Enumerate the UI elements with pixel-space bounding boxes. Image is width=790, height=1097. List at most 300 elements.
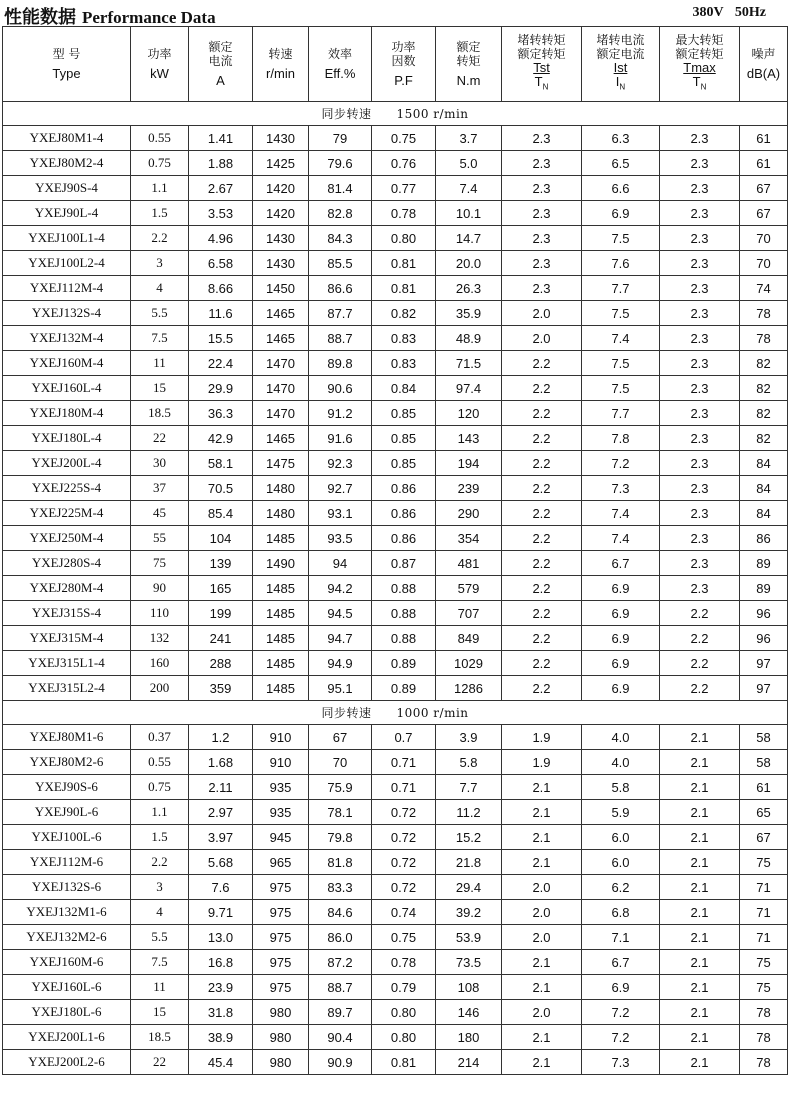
table-cell: 0.78: [372, 201, 436, 226]
table-cell: 7.4: [436, 176, 502, 201]
table-cell: 935: [253, 800, 309, 825]
table-cell: YXEJ315S-4: [3, 601, 131, 626]
table-cell: 2.2: [131, 226, 189, 251]
section-label: 同步转速 1000 r/min: [3, 701, 788, 725]
column-header-zh: 噪声: [751, 47, 776, 61]
column-header-zh: 型 号: [52, 47, 81, 61]
table-cell: 22.4: [189, 351, 253, 376]
table-cell: 579: [436, 576, 502, 601]
table-cell: YXEJ160L-6: [3, 975, 131, 1000]
table-cell: 4: [131, 900, 189, 925]
table-cell: 1485: [253, 576, 309, 601]
table-cell: 15.5: [189, 326, 253, 351]
table-cell: 67: [740, 176, 788, 201]
table-cell: 2.0: [502, 301, 582, 326]
table-cell: 3: [131, 251, 189, 276]
table-cell: 2.1: [660, 1025, 740, 1050]
table-cell: 11: [131, 975, 189, 1000]
table-cell: YXEJ132S-4: [3, 301, 131, 326]
table-cell: 0.81: [372, 276, 436, 301]
table-body: [3, 102, 788, 1075]
table-cell: 6.2: [582, 875, 660, 900]
table-cell: 2.3: [660, 276, 740, 301]
table-cell: 2.2: [502, 351, 582, 376]
column-header-unit: A: [216, 73, 225, 88]
table-cell: 89.8: [309, 351, 372, 376]
table-cell: 1475: [253, 451, 309, 476]
table-cell: 0.7: [372, 725, 436, 750]
table-cell: YXEJ100L2-4: [3, 251, 131, 276]
table-cell: 288: [189, 651, 253, 676]
table-cell: 975: [253, 975, 309, 1000]
table-cell: YXEJ160M-4: [3, 351, 131, 376]
table-cell: 194: [436, 451, 502, 476]
table-cell: YXEJ100L-6: [3, 825, 131, 850]
table-cell: 2.2: [660, 676, 740, 701]
table-cell: 2.1: [660, 975, 740, 1000]
table-cell: 1.1: [131, 176, 189, 201]
table-cell: 78: [740, 1025, 788, 1050]
table-cell: 2.2: [502, 401, 582, 426]
table-row: [3, 151, 788, 176]
table-cell: YXEJ80M1-4: [3, 126, 131, 151]
table-row: [3, 1000, 788, 1025]
table-cell: 30: [131, 451, 189, 476]
table-cell: 58.1: [189, 451, 253, 476]
table-cell: 6.0: [582, 850, 660, 875]
table-cell: 82: [740, 351, 788, 376]
table-cell: 11.6: [189, 301, 253, 326]
table-cell: 97.4: [436, 376, 502, 401]
table-row: [3, 476, 788, 501]
table-cell: 92.7: [309, 476, 372, 501]
table-cell: 85.5: [309, 251, 372, 276]
table-cell: YXEJ132M2-6: [3, 925, 131, 950]
table-cell: 146: [436, 1000, 502, 1025]
table-cell: 239: [436, 476, 502, 501]
table-cell: 2.3: [660, 176, 740, 201]
table-cell: 78: [740, 1000, 788, 1025]
column-header: [660, 27, 740, 102]
table-cell: 2.1: [502, 825, 582, 850]
table-cell: 2.1: [660, 850, 740, 875]
table-cell: 7.6: [189, 875, 253, 900]
table-row: [3, 725, 788, 750]
table-cell: 36.3: [189, 401, 253, 426]
table-cell: 79: [309, 126, 372, 151]
table-cell: 2.1: [502, 1050, 582, 1075]
table-cell: YXEJ180L-6: [3, 1000, 131, 1025]
table-row: [3, 551, 788, 576]
table-cell: 2.1: [660, 725, 740, 750]
table-cell: YXEJ180M-4: [3, 401, 131, 426]
section-header-row: [3, 701, 788, 725]
table-cell: 2.2: [502, 601, 582, 626]
table-cell: 82: [740, 426, 788, 451]
table-cell: YXEJ112M-6: [3, 850, 131, 875]
table-cell: 290: [436, 501, 502, 526]
table-cell: YXEJ180L-4: [3, 426, 131, 451]
table-row: [3, 276, 788, 301]
column-header: [309, 27, 372, 102]
table-cell: 1485: [253, 526, 309, 551]
table-cell: 1470: [253, 401, 309, 426]
table-cell: 1425: [253, 151, 309, 176]
table-cell: 108: [436, 975, 502, 1000]
section-label: 同步转速 1500 r/min: [3, 102, 788, 126]
table-cell: 143: [436, 426, 502, 451]
table-cell: 1.68: [189, 750, 253, 775]
table-cell: 75: [740, 950, 788, 975]
table-cell: 849: [436, 626, 502, 651]
ratio-denominator: [582, 75, 659, 95]
table-cell: 16.8: [189, 950, 253, 975]
ratio-denominator-subscript: N: [619, 82, 626, 92]
table-cell: YXEJ280S-4: [3, 551, 131, 576]
table-cell: 6.9: [582, 576, 660, 601]
table-cell: 6.0: [582, 825, 660, 850]
table-cell: 22: [131, 1050, 189, 1075]
column-header: [436, 27, 502, 102]
table-cell: 7.5: [131, 326, 189, 351]
table-cell: 0.83: [372, 351, 436, 376]
table-cell: 6.9: [582, 626, 660, 651]
ratio-numerator: Tst: [533, 60, 550, 76]
table-cell: 1029: [436, 651, 502, 676]
table-cell: 1470: [253, 376, 309, 401]
table-cell: 2.1: [660, 875, 740, 900]
table-cell: 2.3: [660, 201, 740, 226]
table-cell: 0.75: [131, 775, 189, 800]
table-cell: 78.1: [309, 800, 372, 825]
table-cell: 93.5: [309, 526, 372, 551]
table-cell: 980: [253, 1025, 309, 1050]
table-cell: 85.4: [189, 501, 253, 526]
table-cell: 84: [740, 476, 788, 501]
table-row: [3, 925, 788, 950]
table-cell: 0.83: [372, 326, 436, 351]
table-cell: 94.9: [309, 651, 372, 676]
table-cell: 45.4: [189, 1050, 253, 1075]
table-row: [3, 850, 788, 875]
column-header: [131, 27, 189, 102]
table-cell: 1430: [253, 251, 309, 276]
table-cell: 90.6: [309, 376, 372, 401]
table-cell: 94.7: [309, 626, 372, 651]
table-cell: 110: [131, 601, 189, 626]
column-header-zh: 功率: [147, 47, 172, 61]
table-cell: 2.3: [660, 251, 740, 276]
table-cell: 2.67: [189, 176, 253, 201]
table-cell: 71: [740, 925, 788, 950]
table-cell: 2.2: [502, 576, 582, 601]
table-cell: 84: [740, 501, 788, 526]
table-cell: 2.0: [502, 875, 582, 900]
table-cell: 975: [253, 875, 309, 900]
table-cell: 0.71: [372, 775, 436, 800]
table-row: [3, 426, 788, 451]
table-cell: 92.3: [309, 451, 372, 476]
table-cell: 1470: [253, 351, 309, 376]
table-cell: 1.5: [131, 201, 189, 226]
table-cell: 11: [131, 351, 189, 376]
table-cell: 7.5: [582, 351, 660, 376]
table-cell: 139: [189, 551, 253, 576]
table-cell: 1485: [253, 676, 309, 701]
table-row: [3, 576, 788, 601]
column-header-zh: 效率: [327, 47, 352, 61]
table-cell: 7.4: [582, 526, 660, 551]
table-cell: 3.7: [436, 126, 502, 151]
table-cell: 61: [740, 151, 788, 176]
table-cell: 65: [740, 800, 788, 825]
table-cell: 0.86: [372, 476, 436, 501]
table-cell: 37: [131, 476, 189, 501]
table-cell: YXEJ225S-4: [3, 476, 131, 501]
table-cell: 26.3: [436, 276, 502, 301]
table-cell: 97: [740, 676, 788, 701]
table-cell: 7.7: [582, 276, 660, 301]
table-cell: 90: [131, 576, 189, 601]
table-cell: 1450: [253, 276, 309, 301]
table-cell: 0.81: [372, 251, 436, 276]
table-cell: 2.3: [660, 401, 740, 426]
table-cell: 975: [253, 950, 309, 975]
ratio-denominator-subscript: N: [542, 82, 549, 92]
table-cell: 2.2: [502, 501, 582, 526]
page-header: [4, 2, 786, 26]
table-cell: 7.7: [582, 401, 660, 426]
table-cell: 2.1: [660, 925, 740, 950]
table-cell: 2.3: [660, 526, 740, 551]
column-header-unit: r/min: [266, 66, 295, 81]
table-cell: 10.1: [436, 201, 502, 226]
table-cell: 0.88: [372, 601, 436, 626]
table-cell: YXEJ315L2-4: [3, 676, 131, 701]
table-row: [3, 750, 788, 775]
table-cell: YXEJ225M-4: [3, 501, 131, 526]
table-cell: 78: [740, 1050, 788, 1075]
table-cell: 0.82: [372, 301, 436, 326]
column-header-unit: dB(A): [746, 66, 781, 81]
table-cell: 2.1: [502, 975, 582, 1000]
table-cell: 75.9: [309, 775, 372, 800]
table-cell: 97: [740, 651, 788, 676]
table-cell: 94.5: [309, 601, 372, 626]
table-cell: 2.3: [660, 576, 740, 601]
column-header-unit: P.F: [394, 73, 413, 88]
table-cell: YXEJ80M2-4: [3, 151, 131, 176]
table-cell: 1.1: [131, 800, 189, 825]
table-cell: 6.9: [582, 975, 660, 1000]
table-cell: 96: [740, 626, 788, 651]
table-cell: 3.53: [189, 201, 253, 226]
table-cell: 75: [740, 850, 788, 875]
table-header-row: [3, 27, 788, 102]
table-row: [3, 601, 788, 626]
table-cell: 78: [740, 326, 788, 351]
table-cell: 89.7: [309, 1000, 372, 1025]
table-row: [3, 226, 788, 251]
table-cell: 3.97: [189, 825, 253, 850]
table-cell: 21.8: [436, 850, 502, 875]
table-cell: 2.0: [502, 326, 582, 351]
table-cell: 2.1: [502, 1025, 582, 1050]
table-cell: 11.2: [436, 800, 502, 825]
table-row: [3, 301, 788, 326]
table-cell: 6.7: [582, 551, 660, 576]
table-row: [3, 900, 788, 925]
table-cell: 1465: [253, 326, 309, 351]
table-cell: 707: [436, 601, 502, 626]
table-cell: 2.2: [660, 601, 740, 626]
table-cell: 214: [436, 1050, 502, 1075]
performance-table: [2, 26, 788, 1075]
table-cell: 2.1: [660, 800, 740, 825]
table-cell: 0.89: [372, 676, 436, 701]
column-header: [582, 27, 660, 102]
table-cell: 2.0: [502, 925, 582, 950]
table-cell: 6.9: [582, 676, 660, 701]
table-cell: 29.9: [189, 376, 253, 401]
table-cell: 71.5: [436, 351, 502, 376]
table-cell: 2.0: [502, 1000, 582, 1025]
table-cell: 910: [253, 750, 309, 775]
ratio-denominator-subscript: N: [700, 82, 707, 92]
table-cell: 0.37: [131, 725, 189, 750]
table-cell: 90.4: [309, 1025, 372, 1050]
table-cell: 15: [131, 1000, 189, 1025]
column-header: [189, 27, 253, 102]
table-cell: YXEJ160L-4: [3, 376, 131, 401]
table-cell: YXEJ90S-4: [3, 176, 131, 201]
column-header: [372, 27, 436, 102]
table-cell: 199: [189, 601, 253, 626]
table-cell: 15.2: [436, 825, 502, 850]
table-cell: 6.5: [582, 151, 660, 176]
column-header: [740, 27, 788, 102]
table-cell: 2.2: [502, 451, 582, 476]
table-cell: 0.79: [372, 975, 436, 1000]
table-cell: 935: [253, 775, 309, 800]
table-row: [3, 251, 788, 276]
ratio-denominator-symbol: T: [692, 74, 701, 90]
table-cell: 481: [436, 551, 502, 576]
table-cell: 975: [253, 925, 309, 950]
table-cell: 1465: [253, 426, 309, 451]
table-cell: YXEJ132M-4: [3, 326, 131, 351]
table-cell: 3: [131, 875, 189, 900]
table-cell: 67: [740, 201, 788, 226]
table-cell: YXEJ100L1-4: [3, 226, 131, 251]
table-cell: 67: [309, 725, 372, 750]
table-cell: 2.3: [502, 251, 582, 276]
table-cell: 71: [740, 900, 788, 925]
table-cell: 18.5: [131, 1025, 189, 1050]
frequency-label: 50Hz: [734, 5, 766, 20]
table-cell: 2.1: [660, 775, 740, 800]
table-cell: 7.4: [582, 326, 660, 351]
table-cell: 0.85: [372, 401, 436, 426]
table-cell: 7.5: [131, 950, 189, 975]
table-cell: 2.2: [660, 651, 740, 676]
table-cell: 6.8: [582, 900, 660, 925]
table-cell: 7.8: [582, 426, 660, 451]
table-cell: 1480: [253, 501, 309, 526]
table-cell: 7.1: [582, 925, 660, 950]
table-cell: 89: [740, 551, 788, 576]
column-header-unit: Type: [52, 66, 81, 81]
table-cell: 7.4: [582, 501, 660, 526]
table-row: [3, 351, 788, 376]
column-header-zh: 额定 电流: [208, 40, 233, 68]
table-cell: 120: [436, 401, 502, 426]
table-cell: 0.80: [372, 226, 436, 251]
table-cell: 0.71: [372, 750, 436, 775]
table-cell: 23.9: [189, 975, 253, 1000]
table-cell: 13.0: [189, 925, 253, 950]
ratio-denominator: [660, 75, 739, 95]
table-cell: 2.3: [660, 351, 740, 376]
table-cell: 2.97: [189, 800, 253, 825]
table-cell: 2.3: [660, 501, 740, 526]
table-cell: 965: [253, 850, 309, 875]
table-cell: 93.1: [309, 501, 372, 526]
table-row: [3, 1025, 788, 1050]
table-cell: 1420: [253, 201, 309, 226]
rating-label: [693, 5, 766, 21]
table-cell: 58: [740, 725, 788, 750]
table-cell: 70: [740, 226, 788, 251]
table-cell: 86.0: [309, 925, 372, 950]
table-cell: 84.6: [309, 900, 372, 925]
column-header: [3, 27, 131, 102]
table-cell: 70.5: [189, 476, 253, 501]
table-cell: 82: [740, 376, 788, 401]
table-cell: YXEJ80M1-6: [3, 725, 131, 750]
table-cell: 4.0: [582, 725, 660, 750]
table-row: [3, 326, 788, 351]
table-cell: 35.9: [436, 301, 502, 326]
table-cell: 1.2: [189, 725, 253, 750]
table-cell: 132: [131, 626, 189, 651]
table-row: [3, 975, 788, 1000]
table-row: [3, 676, 788, 701]
table-cell: 71: [740, 875, 788, 900]
table-row: [3, 950, 788, 975]
table-cell: 2.3: [660, 476, 740, 501]
table-cell: 86: [740, 526, 788, 551]
column-header-zh: 堵转转矩 额定转矩: [517, 33, 566, 62]
column-header: [502, 27, 582, 102]
table-cell: 945: [253, 825, 309, 850]
table-cell: 6.6: [582, 176, 660, 201]
table-cell: 1.88: [189, 151, 253, 176]
table-cell: 81.8: [309, 850, 372, 875]
table-cell: 42.9: [189, 426, 253, 451]
table-cell: 1.5: [131, 825, 189, 850]
table-row: [3, 176, 788, 201]
table-cell: 7.2: [582, 1000, 660, 1025]
table-row: [3, 451, 788, 476]
table-cell: YXEJ200L1-6: [3, 1025, 131, 1050]
table-cell: 75: [131, 551, 189, 576]
table-row: [3, 501, 788, 526]
table-cell: 0.77: [372, 176, 436, 201]
table-row: [3, 875, 788, 900]
table-cell: 73.5: [436, 950, 502, 975]
ratio-denominator-symbol: T: [534, 74, 543, 90]
